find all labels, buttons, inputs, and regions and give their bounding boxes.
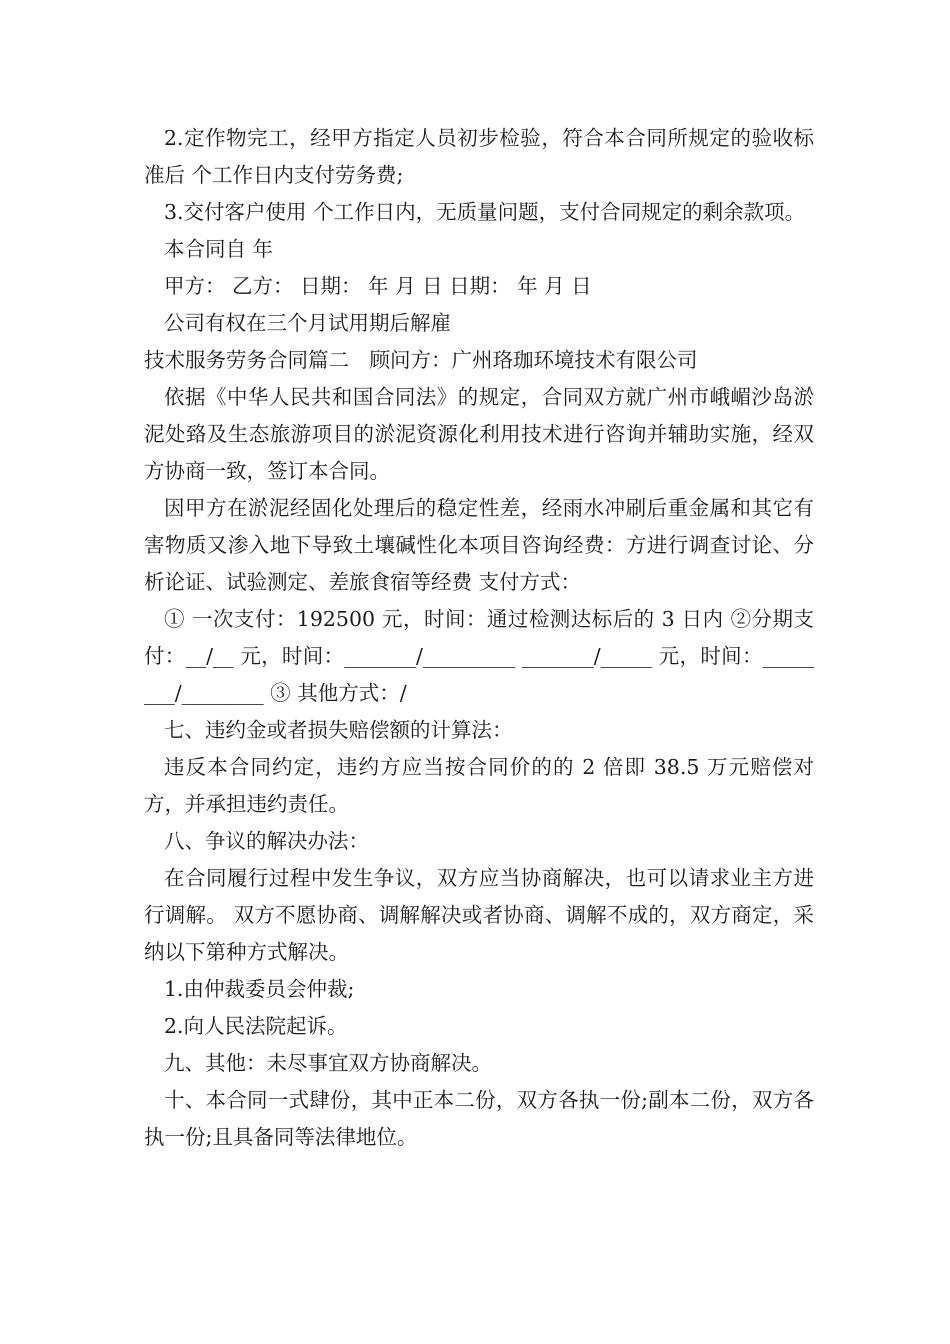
document-body xyxy=(144,120,814,1156)
heading-article-seven: 七、违约金或者损失赔偿额的计算法： xyxy=(164,718,513,742)
list-item-arbitration: 1.由仲裁委员会仲裁; xyxy=(164,977,355,1001)
heading-article-eight: 八、争议的解决办法： xyxy=(164,829,369,853)
heading-article-nine: 九、其他：未尽事宜双方协商解决。 xyxy=(164,1051,492,1075)
paragraph-signature-line: 甲方： 乙方： 日期： 年 月 日 日期： 年 月 日 xyxy=(164,274,592,298)
paragraph-payment-methods: ① 一次支付：192500 元，时间：通过检测达标后的 3 日内 ②分期支付：__/__ 元，时间：_______/_________ _______/_____ 元，时间：________/________ ③ 其他方式：/ xyxy=(144,607,814,705)
paragraph-consulting-fee: 因甲方在淤泥经固化处理后的稳定性差，经雨水冲刷后重金属和其它有害物质又渗入地下导致土壤碱性化本项目咨询经费：方进行调查讨论、分析论证、试验测定、差旅食宿等经费 支付方式： xyxy=(144,496,814,594)
section-heading-contract-two: 技术服务劳务合同篇二 顾问方：广州珞珈环境技术有限公司 xyxy=(144,348,698,372)
paragraph-contract-term: 本合同自 年 xyxy=(164,237,274,261)
paragraph-breach-penalty: 违反本合同约定，违约方应当按合同价的的 2 倍即 38.5 万元赔偿对方，并承担违约责任。 xyxy=(144,755,814,816)
paragraph-copies: 十、本合同一式肆份，其中正本二份，双方各执一份;副本二份，双方各执一份;且具备同等法律地位。 xyxy=(144,1088,814,1149)
paragraph-remaining-payment: 3.交付客户使用 个工作日内，无质量问题，支付合同规定的剩余款项。 xyxy=(164,200,806,224)
paragraph-legal-basis: 依据《中华人民共和国合同法》的规定，合同双方就广州市峨嵋沙岛淤泥处臵及生态旅游项目的淤泥资源化利用技术进行咨询并辅助实施，经双方协商一致，签订本合同。 xyxy=(144,385,814,483)
list-item-court: 2.向人民法院起诉。 xyxy=(164,1014,348,1038)
paragraph-probation: 公司有权在三个月试用期后解雇 xyxy=(164,311,451,335)
paragraph-dispute-resolution: 在合同履行过程中发生争议，双方应当协商解决，也可以请求业主方进行调解。 双方不愿协商、调解解决或者协商、调解不成的，双方商定，采纳以下第种方式解决。 xyxy=(144,866,814,964)
paragraph-delivery-inspection: 2.定作物完工，经甲方指定人员初步检验，符合本合同所规定的验收标准后 个工作日内支付劳务费; xyxy=(144,126,814,187)
